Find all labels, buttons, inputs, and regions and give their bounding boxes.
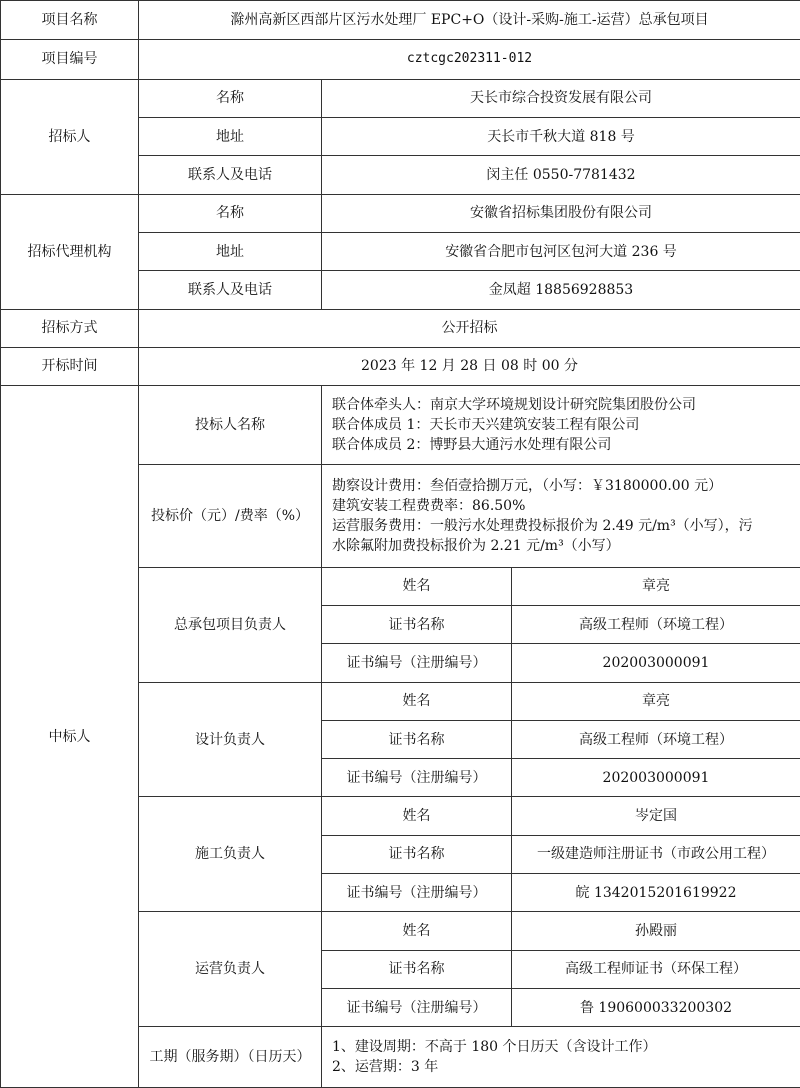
person-cert-no-value: 鲁 190600033200302	[512, 989, 800, 1027]
person-name-value: 岑定国	[512, 797, 800, 835]
price-line: 勘察设计费用：叁佰壹拾捌万元，（小写：￥3180000.00 元）	[332, 477, 723, 494]
person-name-label: 姓名	[322, 797, 512, 835]
project-code-label: 项目编号	[1, 40, 139, 79]
person-cert-value: 高级工程师（环境工程）	[512, 720, 800, 758]
person-cert-no-label: 证书编号（注册编号）	[322, 644, 512, 682]
period-value	[322, 1027, 800, 1088]
tenderer-contact-value: 闵主任 0550-7781432	[322, 156, 800, 194]
tenderer-contact-label: 联系人及电话	[139, 156, 322, 194]
person-cert-no-label: 证书编号（注册编号）	[322, 874, 512, 912]
tenderer-label: 招标人	[1, 79, 139, 194]
person-cert-no-label: 证书编号（注册编号）	[322, 759, 512, 797]
bidder-line: 联合体成员 2：博野县大通污水处理有限公司	[332, 436, 612, 453]
opening-time-value: 2023 年 12 月 28 日 08 时 00 分	[139, 347, 800, 385]
bidder-name-value	[322, 386, 800, 465]
person-cert-label: 证书名称	[322, 835, 512, 873]
period-line: 2、运营期：3 年	[332, 1059, 439, 1076]
agency-address-label: 地址	[139, 232, 322, 270]
person-cert-label: 证书名称	[322, 720, 512, 758]
agency-contact-value: 金凤超 18856928853	[322, 271, 800, 309]
tender-method-value: 公开招标	[139, 309, 800, 347]
tenderer-name-label: 名称	[139, 79, 322, 117]
person-cert-value: 高级工程师（环境工程）	[512, 605, 800, 643]
price-line: 水除氟附加费投标报价为 2.21 元/m³（小写）	[332, 537, 620, 554]
person-cert-label: 证书名称	[322, 605, 512, 643]
project-code-value: cztcgc202311-012	[139, 40, 800, 79]
person-name-label: 姓名	[322, 682, 512, 720]
period-line: 1、建设周期：不高于 180 个日历天（含设计工作）	[332, 1039, 657, 1056]
person-role: 设计负责人	[139, 682, 322, 797]
person-cert-no-value: 202003000091	[512, 759, 800, 797]
bidder-line: 联合体成员 1：天长市天兴建筑安装工程有限公司	[332, 416, 640, 433]
project-name-label: 项目名称	[1, 1, 139, 40]
agency-label: 招标代理机构	[1, 194, 139, 309]
tenderer-address-label: 地址	[139, 117, 322, 155]
person-role: 总承包项目负责人	[139, 567, 322, 682]
bidder-line: 联合体牵头人：南京大学环境规划设计研究院集团股份公司	[332, 396, 696, 413]
person-cert-no-label: 证书编号（注册编号）	[322, 989, 512, 1027]
agency-address-value: 安徽省合肥市包河区包河大道 236 号	[322, 232, 800, 270]
person-name-value: 章亮	[512, 567, 800, 605]
bidder-name-label: 投标人名称	[139, 386, 322, 465]
person-cert-no-value: 202003000091	[512, 644, 800, 682]
bid-price-label: 投标价（元）/费率（%）	[139, 464, 322, 567]
person-name-label: 姓名	[322, 912, 512, 950]
opening-time-label: 开标时间	[1, 347, 139, 385]
person-role: 运营负责人	[139, 912, 322, 1027]
person-cert-value: 高级工程师证书（环保工程）	[512, 950, 800, 988]
person-name-value: 章亮	[512, 682, 800, 720]
tender-method-label: 招标方式	[1, 309, 139, 347]
period-label: 工期（服务期）（日历天）	[139, 1027, 322, 1088]
price-line: 运营服务费用：一般污水处理费投标报价为 2.49 元/m³（小写），污	[332, 517, 753, 534]
person-role: 施工负责人	[139, 797, 322, 912]
tenderer-name-value: 天长市综合投资发展有限公司	[322, 79, 800, 117]
person-cert-no-value: 皖 1342015201619922	[512, 874, 800, 912]
price-line: 建筑安装工程费费率：86.50%	[332, 497, 526, 514]
person-cert-label: 证书名称	[322, 950, 512, 988]
agency-name-label: 名称	[139, 194, 322, 232]
tenderer-address-value: 天长市千秋大道 818 号	[322, 117, 800, 155]
bid-price-value	[322, 464, 800, 567]
agency-name-value: 安徽省招标集团股份有限公司	[322, 194, 800, 232]
person-name-label: 姓名	[322, 567, 512, 605]
winner-label: 中标人	[1, 386, 139, 1088]
agency-contact-label: 联系人及电话	[139, 271, 322, 309]
person-cert-value: 一级建造师注册证书（市政公用工程）	[512, 835, 800, 873]
project-name-value: 滁州高新区西部片区污水处理厂 EPC+O（设计-采购-施工-运营）总承包项目	[139, 1, 800, 40]
person-name-value: 孙殿丽	[512, 912, 800, 950]
